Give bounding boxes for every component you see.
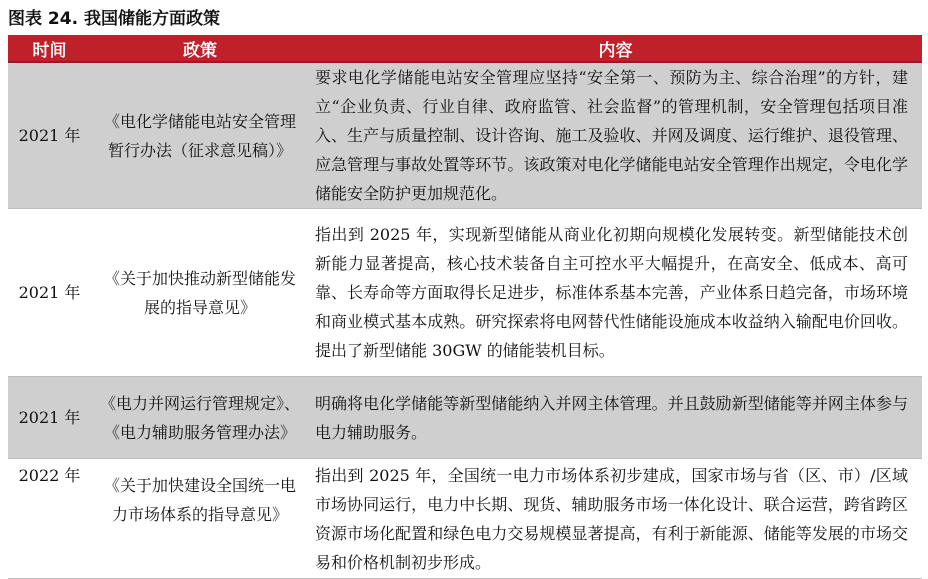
table-row: [8, 62, 922, 209]
row-time: 2021 年: [8, 377, 91, 459]
figure-title: 图表 24. 我国储能方面政策: [8, 9, 220, 29]
table-row: [8, 377, 922, 459]
row-policy: 《电化学储能电站安全管理暂行办法（征求意见稿）》: [91, 62, 309, 209]
table-row: [8, 209, 922, 377]
policy-table: [8, 35, 922, 579]
table-row: [8, 459, 922, 579]
row-content: 指出到 2025 年，全国统一电力市场体系初步建成，国家市场与省（区、市）/区域市场协同运行，电力中长期、现货、辅助服务市场一体化设计、联合运营，跨省跨区资源市场化配置和绿色电力交易规模显著提高，有利于新能源、储能等发展的市场交易和价格机制初步形成。: [309, 459, 922, 579]
row-policy: 《关于加快建设全国统一电力市场体系的指导意见》: [91, 459, 309, 579]
row-content: 要求电化学储能电站安全管理应坚持“安全第一、预防为主、综合治理”的方针，建立“企业负责、行业自律、政府监管、社会监督”的管理机制，安全管理包括项目准入、生产与质量控制、设计咨询、施工及验收、并网及调度、运行维护、退役管理、应急管理与事故处置等环节。该政策对电化学储能电站安全管理作出规定，令电化学储能安全防护更加规范化。: [309, 62, 922, 209]
header-content: 内容: [309, 35, 922, 62]
row-time: 2022 年: [8, 459, 91, 579]
header-time: 时间: [8, 35, 91, 62]
row-time: 2021 年: [8, 209, 91, 377]
row-content: 指出到 2025 年，实现新型储能从商业化初期向规模化发展转变。新型储能技术创新能力显著提高，核心技术装备自主可控水平大幅提升，在高安全、低成本、高可靠、长寿命等方面取得长足进步，标准体系基本完善，产业体系日趋完备，市场环境和商业模式基本成熟。研究探索将电网替代性储能设施成本收益纳入输配电价回收。提出了新型储能 30GW 的储能装机目标。: [309, 209, 922, 377]
header-policy: 政策: [91, 35, 309, 62]
row-policy: 《电力并网运行管理规定》、《电力辅助服务管理办法》: [91, 377, 309, 459]
table-header-row: [8, 35, 922, 62]
row-policy: 《关于加快推动新型储能发展的指导意见》: [91, 209, 309, 377]
row-content: 明确将电化学储能等新型储能纳入并网主体管理。并且鼓励新型储能等并网主体参与电力辅助服务。: [309, 377, 922, 459]
row-time: 2021 年: [8, 62, 91, 209]
